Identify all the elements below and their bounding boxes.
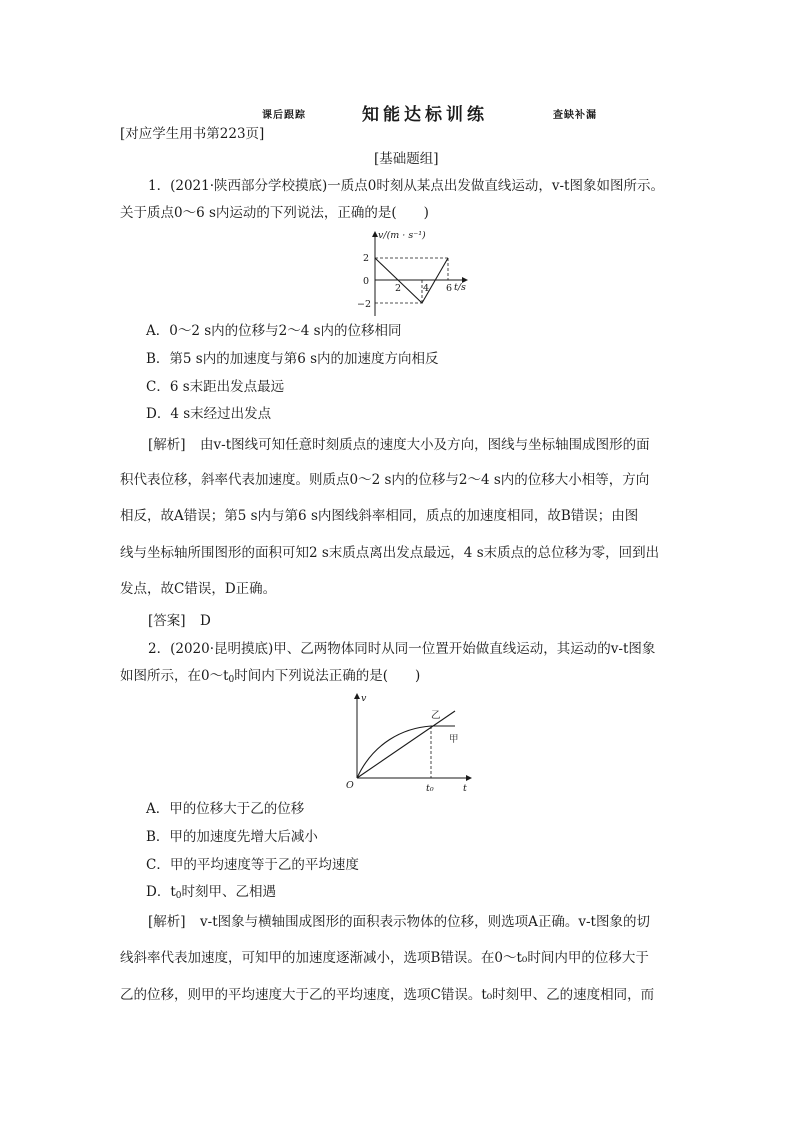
q1-vt-graph xyxy=(355,228,485,323)
q2-line-yi xyxy=(357,711,455,778)
section-title: [基础题组] xyxy=(374,151,439,167)
q2-y-axis-label: v xyxy=(361,693,367,704)
q2-x-axis-label: t xyxy=(463,783,467,793)
q1-option-a: A．0～2 s内的位移与2～4 s内的位移相同 xyxy=(146,323,402,339)
q2-vt-graph xyxy=(343,688,478,793)
q1-y-tick-0: 0 xyxy=(363,276,370,287)
q1-x-tick-4: 4 xyxy=(423,283,430,294)
q1-stem-line1: 1．(2021·陕西部分学校摸底)一质点0时刻从某点出发做直线运动，v-t图象如图所示。 xyxy=(148,178,664,194)
q2-option-d: D．$t_0$时刻甲、乙相遇 xyxy=(146,884,276,901)
q2-label-yi: 乙 xyxy=(431,710,441,721)
q1-answer-label: [答案] xyxy=(148,613,186,629)
q2-curve-jia xyxy=(357,726,455,778)
q1-y-tick-2: 2 xyxy=(363,253,370,264)
q1-analysis-line5: 发点，故C错误，D正确。 xyxy=(120,581,277,597)
header-left-tag: 课后跟踪 xyxy=(262,110,306,121)
q1-x-tick-6: 6 xyxy=(446,283,453,294)
q1-stem-line2: 关于质点0～6 s内运动的下列说法，正确的是( ) xyxy=(120,205,429,221)
q1-analysis-line2: 积代表位移，斜率代表加速度。则质点0～2 s内的位移与2～4 s内的位移大小相等，方向 xyxy=(120,472,650,488)
q2-analysis-line3: 乙的位移，则甲的平均速度大于乙的平均速度，选项C错误。t₀时刻甲、乙的速度相同，而 xyxy=(120,987,655,1003)
q2-origin-label: O xyxy=(346,780,354,791)
q1-x-axis-label: t/s xyxy=(454,282,466,293)
q2-option-a: A．甲的位移大于乙的位移 xyxy=(146,801,305,817)
q2-option-c: C．甲的平均速度等于乙的平均速度 xyxy=(146,857,359,873)
q1-y-tick-neg2: −2 xyxy=(357,299,372,310)
book-reference: [对应学生用书第223页] xyxy=(120,126,265,142)
q2-stem-line1: 2．(2020·昆明摸底)甲、乙两物体同时从同一位置开始做直线运动，其运动的v-t图象 xyxy=(148,641,656,657)
q1-option-b: B．第5 s内的加速度与第6 s内的加速度方向相反 xyxy=(146,351,439,367)
q1-analysis-line1: 由v-t图线可知任意时刻质点的速度大小及方向，图线与坐标轴围成图形的面 xyxy=(200,437,650,453)
q2-label-jia: 甲 xyxy=(449,734,459,745)
q2-analysis-label: [解析] xyxy=(148,914,186,930)
q1-analysis-label: [解析] xyxy=(148,437,186,453)
q2-t0-label: t₀ xyxy=(426,783,434,793)
q2-option-b: B．甲的加速度先增大后减小 xyxy=(146,829,318,845)
header-right-tag: 查缺补漏 xyxy=(553,110,597,121)
q1-option-d: D．4 s末经过出发点 xyxy=(146,406,272,422)
q2-analysis-line1: v-t图象与横轴围成图形的面积表示物体的位移，则选项A正确。v-t图象的切 xyxy=(200,914,650,930)
q1-analysis-line4: 线与坐标轴所围图形的面积可知2 s末质点离出发点最远，4 s末质点的总位移为零，回到出 xyxy=(120,545,660,561)
page-title: 知能达标训练 xyxy=(362,105,488,125)
q1-x-tick-2: 2 xyxy=(395,283,402,294)
q2-analysis-line2: 线斜率代表加速度，可知甲的加速度逐渐减小，选项B错误。在0～t₀时间内甲的位移大于 xyxy=(120,950,649,966)
q1-option-c: C．6 s末距出发点最远 xyxy=(146,379,285,395)
q1-analysis-line3: 相反，故A错误；第5 s内与第6 s内图线斜率相同，质点的加速度相同，故B错误；由图 xyxy=(120,508,639,524)
q2-stem-line2: 如图所示，在$0\sim t_0$时间内下列说法正确的是( ) xyxy=(120,668,421,685)
q1-y-axis-label: v/(m · s⁻¹) xyxy=(378,230,426,241)
q1-answer: D xyxy=(200,613,211,629)
